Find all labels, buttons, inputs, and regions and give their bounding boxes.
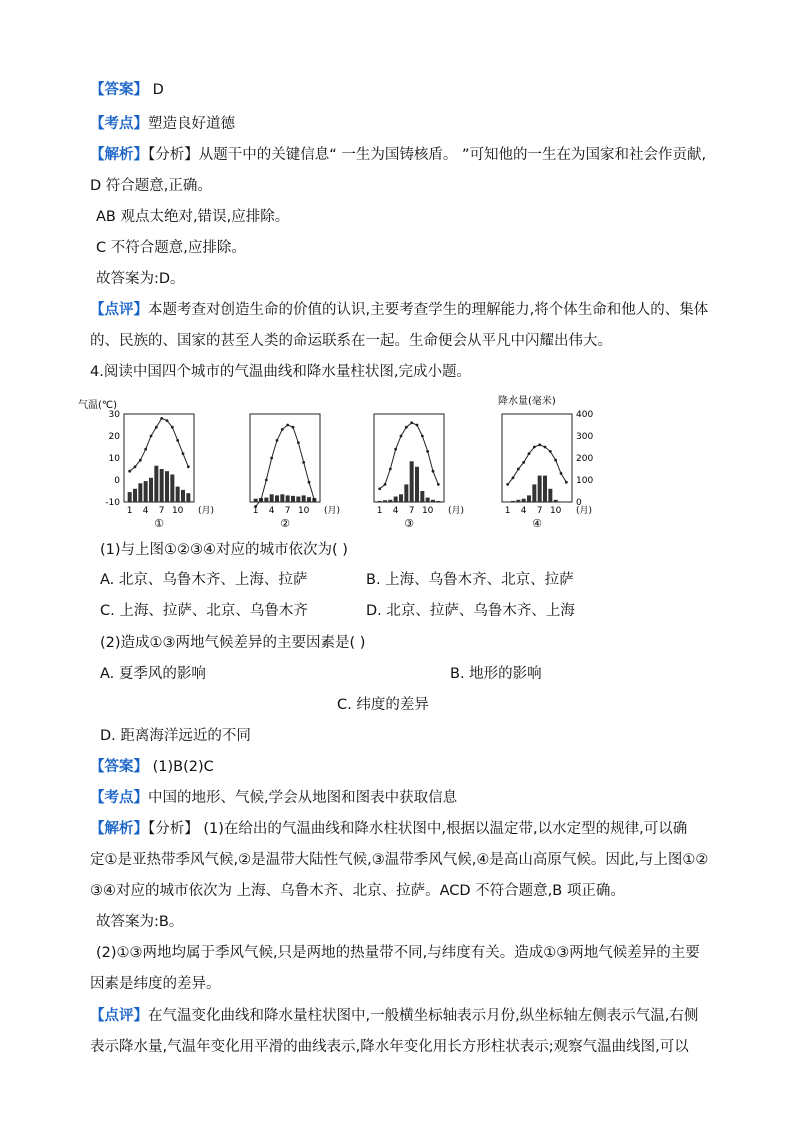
x-tick-label: 7 bbox=[284, 506, 291, 516]
x-tick-label: 7 bbox=[408, 506, 415, 516]
chart-frame bbox=[374, 414, 444, 502]
precip-bar bbox=[378, 501, 382, 502]
precip-bar bbox=[522, 499, 526, 502]
precip-bar bbox=[404, 484, 408, 502]
precip-bar bbox=[186, 493, 190, 502]
temperature-axis-title: 气温(℃) bbox=[78, 400, 118, 411]
analysis-subtag: 【分析】 bbox=[148, 147, 199, 163]
temperature-point bbox=[528, 452, 531, 455]
temperature-point bbox=[517, 468, 520, 471]
temperature-point bbox=[426, 450, 429, 453]
temperature-point bbox=[144, 448, 147, 451]
review-tag: 【点评】 bbox=[90, 302, 148, 318]
precip-bar bbox=[302, 495, 306, 502]
temperature-point bbox=[171, 426, 174, 429]
precip-bar bbox=[280, 494, 284, 502]
temperature-point bbox=[400, 435, 403, 438]
temperature-point bbox=[544, 446, 547, 449]
precipitation-tick-label: 400 bbox=[576, 410, 594, 420]
precip-bar bbox=[554, 500, 558, 502]
temperature-point bbox=[384, 483, 387, 486]
temperature-point bbox=[182, 452, 185, 455]
analysis-text: 因素是纬度的差异。 bbox=[90, 976, 221, 992]
option-2a: A. 夏季风的影响 bbox=[100, 666, 206, 682]
month-unit-label: (月) bbox=[448, 506, 465, 516]
precip-bar bbox=[548, 489, 552, 502]
precip-bar bbox=[506, 502, 510, 503]
precip-bar bbox=[527, 495, 531, 502]
precip-bar bbox=[532, 484, 536, 502]
analysis-text: 从题干中的关键信息“ 一生为国铸核盾。 ”可知他的一生在为国家和社会作贡献, bbox=[198, 147, 707, 163]
temperature-point bbox=[437, 483, 440, 486]
precip-bar bbox=[543, 476, 547, 502]
month-unit-label: (月) bbox=[198, 506, 215, 516]
analysis-text: (1)在给出的气温曲线和降水柱状图中,根据以温定带,以水定型的规律,可以确 bbox=[198, 821, 688, 837]
temperature-point bbox=[416, 424, 419, 427]
temperature-point bbox=[389, 468, 392, 471]
temperature-curve bbox=[256, 425, 315, 506]
chart-frame bbox=[502, 414, 572, 502]
temperature-point bbox=[139, 459, 142, 462]
x-tick-label: 4 bbox=[392, 506, 399, 516]
temperature-tick-label: -10 bbox=[105, 498, 120, 508]
precipitation-tick-label: 100 bbox=[576, 476, 594, 486]
analysis-text: C 不符合题意,应排除。 bbox=[96, 240, 246, 256]
analysis-text: 定①是亚热带季风气候,②是温带大陆性气候,③温带季风气候,④是高山高原气候。因此,与上图①② bbox=[90, 852, 709, 868]
precip-bar bbox=[291, 496, 295, 502]
chart-frame bbox=[124, 414, 194, 502]
temperature-point bbox=[260, 498, 263, 501]
temperature-point bbox=[512, 476, 515, 479]
precip-bar bbox=[165, 471, 169, 502]
answer-value: (1)B(2)C bbox=[148, 759, 214, 775]
temperature-curve bbox=[130, 418, 189, 471]
point-tag: 【考点】 bbox=[90, 116, 148, 132]
temperature-point bbox=[166, 419, 169, 422]
analysis-tag: 【解析】 bbox=[90, 147, 148, 163]
temperature-point bbox=[565, 481, 568, 484]
review-line bbox=[90, 300, 708, 320]
temperature-point bbox=[554, 459, 557, 462]
temperature-point bbox=[410, 421, 413, 424]
precipitation-tick-label: 0 bbox=[576, 498, 582, 508]
precip-bar bbox=[436, 501, 440, 502]
review-tag: 【点评】 bbox=[90, 1008, 148, 1024]
option-2b: B. 地形的影响 bbox=[450, 666, 542, 682]
x-tick-label: 10 bbox=[171, 506, 184, 516]
precip-bar bbox=[538, 476, 542, 502]
chart-number-label: ④ bbox=[532, 517, 542, 530]
temperature-point bbox=[560, 472, 563, 475]
precip-bar bbox=[154, 466, 158, 502]
precip-bar bbox=[286, 495, 290, 502]
analysis-text: (2)①③两地均属于季风气候,只是两地的热量带不同,与纬度有关。造成①③两地气候差异的主要 bbox=[96, 945, 700, 961]
point-value: 中国的地形、气候,学会从地图和图表中获取信息 bbox=[148, 790, 458, 806]
subquestion-1: (1)与上图①②③④对应的城市依次为( ) bbox=[100, 542, 348, 558]
month-unit-label: (月) bbox=[576, 506, 593, 516]
precip-bar bbox=[410, 461, 414, 502]
x-tick-label: 1 bbox=[376, 506, 383, 516]
option-2c: C. 纬度的差异 bbox=[337, 697, 429, 713]
precipitation-axis-title: 降水量(毫米) bbox=[498, 396, 556, 407]
option-1a: A. 北京、乌鲁木齐、上海、拉萨 bbox=[100, 572, 308, 588]
temperature-point bbox=[405, 426, 408, 429]
analysis-text: AB 观点太绝对,错误,应排除。 bbox=[96, 209, 290, 225]
temperature-point bbox=[394, 448, 397, 451]
answer-line bbox=[90, 757, 214, 777]
analysis-line bbox=[90, 819, 687, 839]
precip-bar bbox=[516, 500, 520, 502]
answer-tag: 【答案】 bbox=[90, 759, 148, 775]
point-line bbox=[90, 114, 235, 134]
climate-charts-figure bbox=[78, 384, 594, 534]
analysis-text: D 符合题意,正确。 bbox=[90, 178, 212, 194]
analysis-tag: 【解析】 bbox=[90, 821, 148, 837]
temperature-point bbox=[308, 481, 311, 484]
x-tick-label: 7 bbox=[158, 506, 165, 516]
temperature-tick-label: 0 bbox=[114, 476, 120, 486]
x-tick-label: 1 bbox=[252, 506, 259, 516]
temperature-point bbox=[134, 465, 137, 468]
temperature-tick-label: 30 bbox=[108, 410, 120, 420]
chart-number-label: ① bbox=[154, 517, 164, 530]
temperature-point bbox=[292, 426, 295, 429]
x-tick-label: 4 bbox=[520, 506, 527, 516]
precip-bar bbox=[176, 487, 180, 502]
chart-number-label: ② bbox=[280, 517, 290, 530]
precip-bar bbox=[264, 498, 268, 502]
temperature-point bbox=[128, 470, 131, 473]
precip-bar bbox=[128, 492, 132, 502]
temperature-tick-label: 10 bbox=[108, 454, 120, 464]
precip-bar bbox=[388, 500, 392, 502]
temperature-point bbox=[538, 443, 541, 446]
precip-bar bbox=[138, 483, 142, 502]
analysis-line bbox=[90, 145, 706, 165]
precip-bar bbox=[559, 502, 563, 503]
temperature-point bbox=[270, 457, 273, 460]
precip-bar bbox=[394, 497, 398, 503]
temperature-point bbox=[155, 426, 158, 429]
question-stem: 4.阅读中国四个城市的气温曲线和降水量柱状图,完成小题。 bbox=[90, 364, 471, 380]
option-1b: B. 上海、乌鲁木齐、北京、拉萨 bbox=[366, 572, 574, 588]
temperature-point bbox=[276, 439, 279, 442]
review-text: 表示降水量,气温年变化用平滑的曲线表示,降水年变化用长方形柱状表示;观察气温曲线图,可以 bbox=[90, 1039, 689, 1055]
precip-bar bbox=[270, 494, 274, 502]
precip-bar bbox=[254, 499, 258, 502]
temperature-point bbox=[378, 487, 381, 490]
temperature-point bbox=[176, 439, 179, 442]
temperature-point bbox=[150, 435, 153, 438]
review-text: 的、民族的、国家的甚至人类的命运联系在一起。生命便会从平凡中闪耀出伟大。 bbox=[90, 333, 612, 349]
x-tick-label: 10 bbox=[421, 506, 434, 516]
precip-bar bbox=[420, 491, 424, 502]
precip-bar bbox=[383, 500, 387, 502]
answer-value: D bbox=[152, 82, 164, 98]
temperature-point bbox=[187, 465, 190, 468]
precip-bar bbox=[160, 469, 164, 502]
precipitation-tick-label: 200 bbox=[576, 454, 594, 464]
option-1c: C. 上海、拉萨、北京、乌鲁木齐 bbox=[100, 603, 308, 619]
precip-bar bbox=[144, 481, 148, 502]
temperature-point bbox=[297, 441, 300, 444]
point-value: 塑造良好道德 bbox=[148, 116, 235, 132]
precip-bar bbox=[431, 500, 435, 502]
x-tick-label: 4 bbox=[142, 506, 149, 516]
analysis-subtag: 【分析】 bbox=[148, 821, 199, 837]
precip-bar bbox=[296, 497, 300, 503]
temperature-point bbox=[522, 461, 525, 464]
precip-bar bbox=[511, 501, 515, 502]
answer-line bbox=[90, 80, 164, 100]
precip-bar bbox=[307, 497, 311, 502]
precip-bar bbox=[181, 490, 185, 502]
precip-bar bbox=[275, 495, 279, 502]
analysis-text: 故答案为:B。 bbox=[96, 914, 184, 930]
temperature-point bbox=[313, 498, 316, 501]
temperature-point bbox=[286, 424, 289, 427]
precip-bar bbox=[415, 467, 419, 502]
precip-bar bbox=[133, 489, 137, 502]
x-tick-label: 1 bbox=[126, 506, 133, 516]
precip-bar bbox=[426, 498, 430, 502]
temperature-point bbox=[160, 417, 163, 420]
option-1d: D. 北京、拉萨、乌鲁木齐、上海 bbox=[366, 603, 575, 619]
month-unit-label: (月) bbox=[324, 506, 341, 516]
precipitation-tick-label: 300 bbox=[576, 432, 594, 442]
subquestion-2: (2)造成①③两地气候差异的主要因素是( ) bbox=[100, 635, 366, 651]
answer-tag: 【答案】 bbox=[90, 82, 148, 98]
x-tick-label: 10 bbox=[297, 506, 310, 516]
temperature-curve bbox=[380, 423, 439, 489]
point-line bbox=[90, 788, 457, 808]
point-tag: 【考点】 bbox=[90, 790, 148, 806]
temperature-point bbox=[421, 435, 424, 438]
precip-bar bbox=[149, 478, 153, 502]
review-text: 在气温变化曲线和降水量柱状图中,一般横坐标轴表示月份,纵坐标轴左侧表示气温,右侧 bbox=[148, 1008, 699, 1024]
temperature-point bbox=[506, 483, 509, 486]
temperature-point bbox=[265, 479, 268, 482]
review-line bbox=[90, 1006, 698, 1026]
temperature-point bbox=[302, 461, 305, 464]
precip-bar bbox=[399, 494, 403, 502]
chart-number-label: ③ bbox=[404, 517, 414, 530]
x-tick-label: 10 bbox=[549, 506, 562, 516]
analysis-text: ③④对应的城市依次为 上海、乌鲁木齐、北京、拉萨。ACD 不符合题意,B 项正确。 bbox=[90, 883, 625, 899]
temperature-tick-label: 20 bbox=[108, 432, 120, 442]
x-tick-label: 7 bbox=[536, 506, 543, 516]
precip-bar bbox=[564, 502, 568, 503]
review-text: 本题考查对创造生命的价值的认识,主要考查学生的理解能力,将个体生命和他人的、集体 bbox=[148, 302, 709, 318]
x-tick-label: 1 bbox=[504, 506, 511, 516]
temperature-point bbox=[533, 446, 536, 449]
analysis-text: 故答案为:D。 bbox=[96, 271, 185, 287]
option-2d: D. 距离海洋远近的不同 bbox=[100, 728, 251, 744]
temperature-curve bbox=[508, 445, 567, 485]
precip-bar bbox=[170, 475, 174, 503]
temperature-point bbox=[281, 428, 284, 431]
temperature-point bbox=[432, 470, 435, 473]
x-tick-label: 4 bbox=[268, 506, 275, 516]
temperature-point bbox=[549, 450, 552, 453]
